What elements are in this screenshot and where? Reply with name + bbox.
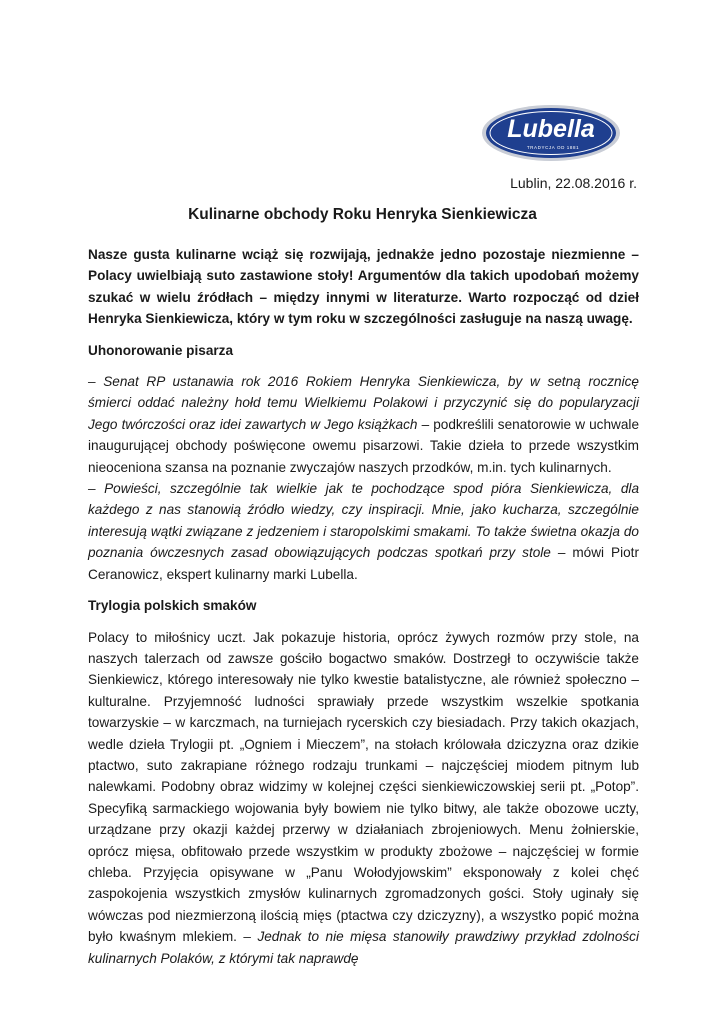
- trilogy-text: Polacy to miłośnicy uczt. Jak pokazuje historia, oprócz żywych rozmów przy stole, na naszych talerzach od zawsze gościło bogactwo smaków. Dostrzegł to oczywiście także Sienkiewicz, którego interesowały nie tylko kwestie batalistyczne, ale również społeczno – kulturalne. Przyjemność ludności sprawiały przede wszystkim wszelkie spotkania towarzyskie – w karczmach, na turniejach rycerskich czy biesiadach. Przy takich okazjach, wedle dzieła Trylogii pt. „Ogniem i Mieczem”, na stołach królowała dziczyzna oraz dzikie ptactwo, suto zakrapiane różnego rodzaju trunkami – najczęściej miodem pitnym lub nalewkami. Podobny obraz widzimy w kolejnej części sienkiewiczowskiej serii pt. „Potop”. Specyfiką sarmackiego wojowania były bowiem nie tylko bitwy, ale także obozowe uczty, urządzane przy okazji każdej przerwy w działaniach zbrojeniowych. Menu żołnierskie, oprócz mięsa, obfitowało przede wszystkim w produkty zbożowe – najczęściej w formie chleba. Przyjęcia opisywane w „Panu Wołodyjowskim” eksponowały z kolei chęć zaspokojenia wszystkich zmysłów kulinarnych zgromadzonych gości. Stoły uginały się wówczas pod niezmierzoną ilością mięs (ptactwa czy dziczyzny), a wszystko popić można było kwaśnym mlekiem.: [88, 629, 639, 945]
- document-date: Lublin, 22.08.2016 r.: [510, 175, 637, 191]
- document-body: [88, 244, 639, 979]
- paragraph-honoring: [88, 371, 639, 585]
- logo-tagline: TRADYCJA OD 1881: [526, 145, 580, 150]
- paragraph-trilogy: [88, 627, 639, 970]
- senate-quote-attribution: – podkreślili senatorowie w uchwale inaugurującej obchody poświęcone owemu pisarzowi. Takie dzieła to przede wszystkim nieoceniona szansa na poznanie zwyczajów naszych przodków, m.in. tych kulinarnych.: [88, 416, 639, 475]
- lubella-logo: [481, 104, 621, 162]
- trilogy-quote: – Jednak to nie mięsa stanowiły prawdziwy przykład zdolności kulinarnych Polaków, z którymi tak naprawdę: [88, 929, 639, 966]
- section-heading-honoring: Uhonorowanie pisarza: [88, 342, 234, 358]
- section-heading-trilogy: Trylogia polskich smaków: [88, 598, 257, 614]
- logo-wordmark: Lubella: [507, 115, 595, 143]
- senate-quote: – Senat RP ustanawia rok 2016 Rokiem Henryka Sienkiewicza, by w setną rocznicę śmierci oddać należny hołd temu Wielkiemu Polakowi i przyczynić się do popularyzacji Jego twórczości oraz idei zawartych w Jego książkach: [88, 374, 639, 432]
- chef-quote: – Powieści, szczególnie tak wielkie jak te pochodzące spod pióra Sienkiewicza, dla każdego z nas stanowią źródło wiedzy, czy inspiracji. Mnie, jako kucharza, szczególnie interesują wątki związane z jedzeniem i staropolskimi smakami. To także świetna okazja do poznania ówczesnych zasad obowiązujących podczas spotkań przy stole: [88, 481, 639, 561]
- lubella-logo-graphic: [481, 104, 621, 162]
- chef-quote-attribution: – mówi Piotr Ceranowicz, ekspert kulinarny marki Lubella.: [88, 545, 639, 582]
- document-title: Kulinarne obchody Roku Henryka Sienkiewicza: [188, 206, 537, 223]
- lead-paragraph: Nasze gusta kulinarne wciąż się rozwijają, jednakże jedno pozostaje niezmienne – Polacy uwielbiają suto zastawione stoły! Argumentów dla takich upodobań możemy szukać w wielu źródłach – między innymi w literaturze. Warto rozpocząć od dzieł Henryka Sienkiewicza, który w tym roku w szczególności zasługuje na naszą uwagę.: [88, 247, 639, 327]
